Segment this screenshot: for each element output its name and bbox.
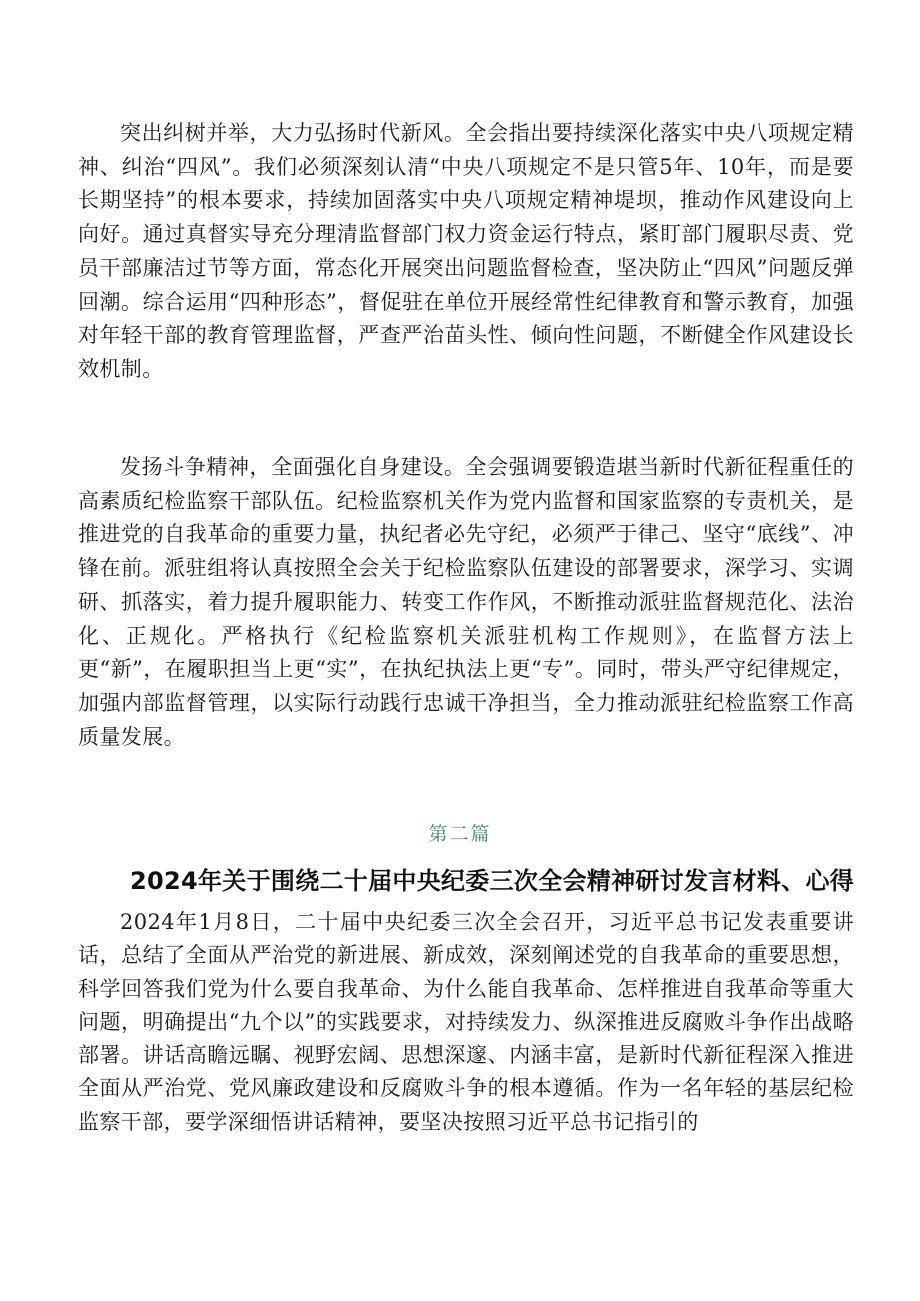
section-title: 2024年关于围绕二十届中央纪委三次全会精神研讨发言材料、心得 [130, 867, 855, 895]
paragraph-plenary-intro: 2024年1月8日，二十届中央纪委三次全会召开，习近平总书记发表重要讲话，总结了全面从严治党的新进展、新成效，深刻阐述党的自我革命的重要思想，科学回答我们党为什么要自我革命、为什么能自我革命、怎样推进自我革命等重大问题，明确提出“九个以”的实践要求，对持续发力、纵深推进反腐败斗争作出战略部署。讲话高瞻远瞩、视野宏阔、思想深邃、内涵丰富，是新时代新征程深入推进全面从严治党、党风廉政建设和反腐败斗争的根本遵循。作为一名年轻的基层纪检监察干部，要学深细悟讲话精神，要坚决按照习近平总书记指引的 [78, 910, 854, 1134]
section-label: 第二篇 [428, 823, 492, 845]
paragraph-style-building: 突出纠树并举，大力弘扬时代新风。全会指出要持续深化落实中央八项规定精神、纠治“四风”。我们必须深刻认清“中央八项规定不是只管5年、10年，而是要长期坚持”的根本要求，持续加固落实中央八项规定精神堤坝，推动作风建设向上向好。通过真督实导充分理清监督部门权力资金运行特点，紧盯部门履职尽责、党员干部廉洁过节等方面，常态化开展突出问题监督检查，坚决防止“四风”问题反弹回潮。综合运用“四种形态”，督促驻在单位开展经常性纪律教育和警示教育，加强对年轻干部的教育管理监督，严查严治苗头性、倾向性问题，不断健全作风建设长效机制。 [78, 121, 854, 381]
paragraph-self-building: 发扬斗争精神，全面强化自身建设。全会强调要锻造堪当新时代新征程重任的高素质纪检监察干部队伍。纪检监察机关作为党内监督和国家监察的专责机关，是推进党的自我革命的重要力量，执纪者必先守纪，必须严于律己、坚守“底线”、冲锋在前。派驻组将认真按照全会关于纪检监察队伍建设的部署要求，深学习、实调研、抓落实，着力提升履职能力、转变工作作风，不断推动派驻监督规范化、法治化、正规化。严格执行《纪检监察机关派驻机构工作规则》，在监督方法上更“新”，在履职担当上更“实”，在执纪执法上更“专”。同时，带头严守纪律规定，加强内部监督管理，以实际行动践行忠诚干净担当，全力推动派驻纪检监察工作高质量发展。 [78, 455, 854, 749]
